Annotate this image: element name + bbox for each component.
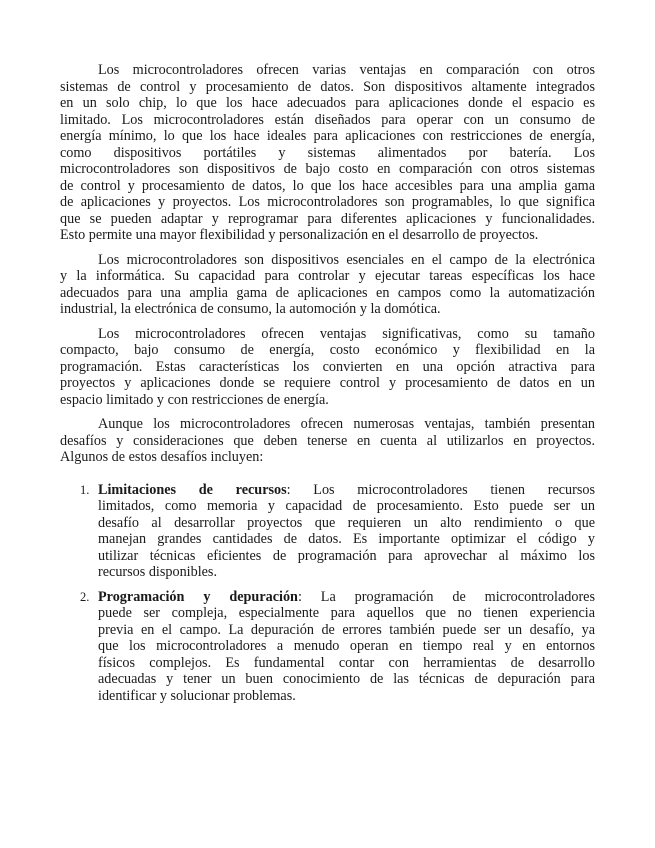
text-line: espacio limitado y con restricciones de energía. — [60, 391, 329, 408]
list-item-text: : La programación de microcontroladores — [297, 588, 595, 605]
list-item — [60, 589, 595, 705]
text-line: compacto, bajo consumo de energía, costo económico y flexibilidad en la — [60, 342, 595, 358]
text-line: Los microcontroladores son dispositivos esenciales en el campo de la electrónica — [98, 251, 595, 268]
text-line: identificar y solucionar problemas. — [98, 687, 296, 704]
text-line: recursos disponibles. — [98, 564, 218, 580]
text-line: que los microcontroladores a menudo operan en tiempo real y en entornos — [98, 638, 595, 654]
challenges-list — [60, 482, 595, 705]
list-number: 2. — [80, 589, 90, 604]
paragraph — [60, 326, 595, 409]
text-line: utilizar técnicas eficientes de programación para aprovechar al máximo los — [98, 547, 595, 564]
document-page — [60, 62, 595, 712]
text-line: de aplicaciones y proyectos. Los microcontroladores son programables, lo que significa — [60, 194, 595, 210]
paragraph — [60, 416, 595, 466]
text-line: Aunque los microcontroladores ofrecen numerosas ventajas, también presentan — [98, 416, 595, 432]
text-line: limitados, como memoria y capacidad de procesamiento. Esto puede ser un — [98, 498, 595, 514]
text-line: adecuadas y tener un buen conocimiento de las técnicas de depuración para — [98, 671, 595, 687]
text-line: desafíos y consideraciones que deben tenerse en cuenta al utilizarlos en proyectos. — [60, 432, 595, 449]
list-number: 1. — [80, 482, 90, 497]
text-line: Los microcontroladores ofrecen ventajas significativas, como su tamaño — [98, 325, 595, 342]
text-line: como dispositivos portátiles y sistemas alimentados por batería. Los — [60, 144, 595, 161]
list-item — [60, 482, 595, 581]
text-line: que se pueden adaptar y reprogramar para diferentes aplicaciones y funcionalidades. — [60, 210, 595, 227]
paragraph — [60, 252, 595, 318]
text-line: desafío al desarrollar proyectos que requieren un alto rendimiento o que — [98, 514, 595, 531]
text-line: industrial, la electrónica de consumo, la automoción y la domótica. — [60, 301, 441, 317]
list-item-title: Limitaciones de recursos — [98, 481, 287, 498]
text-line: manejan grandes cantidades de datos. Es importante optimizar el código y — [98, 531, 595, 547]
body-text — [60, 62, 595, 466]
text-line: en un solo chip, lo que los hace adecuados para aplicaciones donde el espacio es — [60, 95, 595, 111]
text-line: y la informática. Su capacidad para controlar y ejecutar tareas específicas los hace — [60, 268, 595, 284]
text-line: Los microcontroladores ofrecen varias ventajas en comparación con otros — [98, 62, 595, 78]
text-line: físicos complejos. Es fundamental contar con herramientas de desarrollo — [98, 654, 595, 671]
text-line: sistemas de control y procesamiento de datos. Son dispositivos altamente integrados — [60, 78, 595, 95]
text-line: de control y procesamiento de datos, lo que los hace accesibles para una amplia gama — [60, 177, 595, 194]
text-line: limitado. Los microcontroladores están diseñados para operar con un consumo de — [60, 111, 595, 128]
text-line: programación. Estas características los convierten en una opción atractiva para — [60, 358, 595, 375]
text-line: puede ser compleja, especialmente para aquellos que no tienen experiencia — [98, 605, 595, 621]
text-line: Algunos de estos desafíos incluyen: — [60, 449, 264, 465]
text-line — [98, 482, 595, 499]
text-line: proyectos y aplicaciones donde se requiere control y procesamiento de datos en un — [60, 375, 595, 391]
text-line: energía mínimo, lo que los hace ideales para aplicaciones con restricciones de energía, — [60, 128, 595, 144]
text-line: previa en el campo. La depuración de errores también puede ser un desafío, ya — [98, 621, 595, 638]
list-item-title: Programación y depuración — [98, 588, 298, 605]
text-line: adecuados para una amplia gama de aplicaciones en campos como la automatización — [60, 284, 595, 301]
list-item-text: : Los microcontroladores tienen recursos — [286, 481, 595, 498]
text-line — [98, 589, 595, 606]
text-line: Esto permite una mayor flexibilidad y personalización en el desarrollo de proyectos. — [60, 227, 539, 243]
text-line: microcontroladores son dispositivos de bajo costo en comparación con otros sistemas — [60, 161, 595, 177]
paragraph — [60, 62, 595, 244]
